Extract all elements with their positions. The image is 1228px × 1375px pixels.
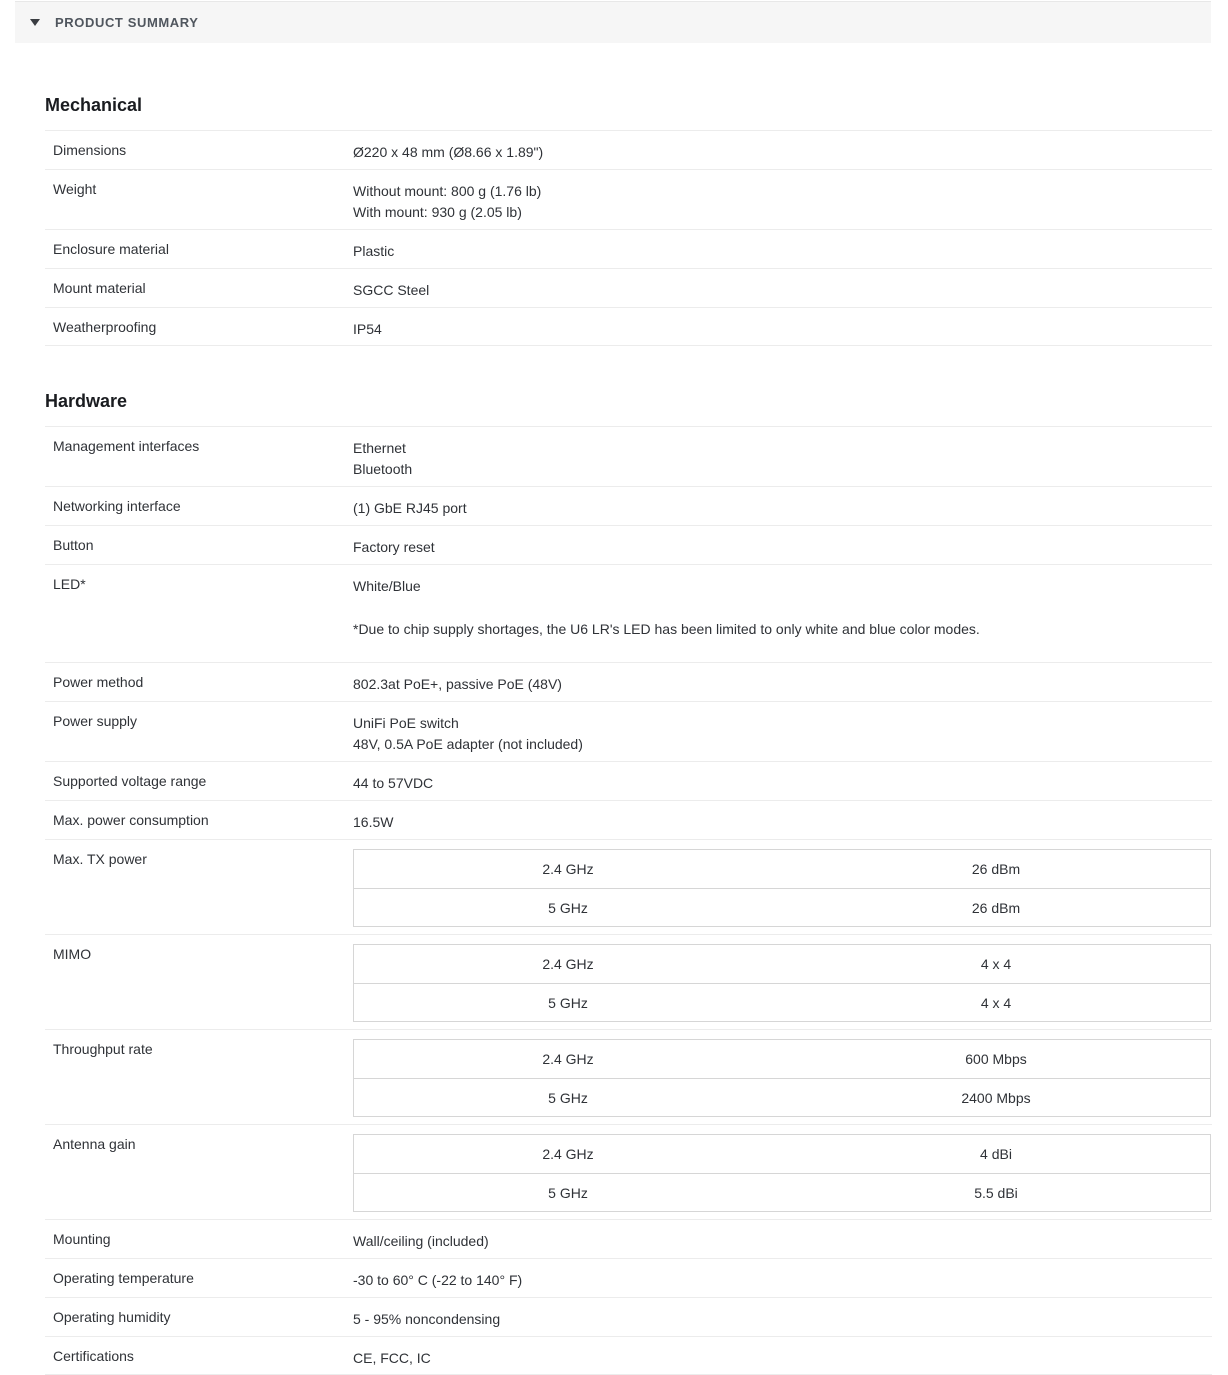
spec-key: Max. TX power — [53, 851, 147, 867]
band-cell: 2.4 GHz — [542, 1146, 594, 1162]
spec-value: Without mount: 800 g (1.76 lb) — [353, 183, 542, 199]
hardware-table — [45, 426, 1212, 1375]
spec-key: LED* — [53, 576, 86, 592]
band-cell: 5 GHz — [548, 994, 588, 1011]
table-row — [354, 983, 1210, 1021]
spec-key: Mounting — [53, 1231, 111, 1247]
spec-value: 802.3at PoE+, passive PoE (48V) — [353, 676, 562, 692]
spec-key: Certifications — [53, 1348, 134, 1364]
spec-key: Operating temperature — [53, 1270, 194, 1286]
value-cell: 2400 Mbps — [961, 1089, 1031, 1106]
spec-value: With mount: 930 g (2.05 lb) — [353, 204, 522, 220]
spec-row-antenna-gain — [45, 1124, 1212, 1219]
spec-key: Enclosure material — [53, 241, 169, 257]
spec-value: Ø220 x 48 mm (Ø8.66 x 1.89") — [353, 144, 544, 160]
table-row — [354, 1040, 1210, 1078]
spec-value: Plastic — [353, 243, 395, 259]
spec-value: 16.5W — [353, 814, 394, 830]
spec-key: Dimensions — [53, 142, 127, 158]
spec-value: 5 - 95% noncondensing — [353, 1311, 501, 1327]
antenna-gain-table — [353, 1134, 1211, 1212]
spec-row-mounting — [45, 1219, 1212, 1258]
mimo-table — [353, 944, 1211, 1022]
spec-key: Weatherproofing — [53, 319, 157, 335]
spec-value: IP54 — [353, 321, 382, 337]
spec-value: Wall/ceiling (included) — [353, 1233, 489, 1249]
spec-key: Antenna gain — [53, 1136, 136, 1152]
spec-key: MIMO — [53, 946, 92, 962]
spec-row-weatherproofing — [45, 307, 1212, 346]
product-summary-toggle[interactable] — [15, 1, 1211, 43]
band-cell: 5 GHz — [548, 899, 588, 916]
spec-key: Weight — [53, 181, 97, 197]
value-cell: 4 x 4 — [980, 994, 1012, 1011]
spec-value: Factory reset — [353, 539, 435, 555]
band-cell: 2.4 GHz — [542, 956, 594, 972]
spec-value: (1) GbE RJ45 port — [353, 500, 467, 516]
spec-row-consumption — [45, 800, 1212, 839]
band-cell: 2.4 GHz — [542, 1051, 594, 1067]
spec-key: Max. power consumption — [53, 812, 209, 828]
spec-value: 48V, 0.5A PoE adapter (not included) — [353, 736, 583, 752]
spec-row-temperature — [45, 1258, 1212, 1297]
spec-key: Mount material — [53, 280, 146, 296]
spec-key: Power method — [53, 674, 144, 690]
product-summary-label: PRODUCT SUMMARY — [55, 15, 199, 30]
spec-key: Operating humidity — [53, 1309, 171, 1325]
spec-value: Ethernet — [353, 440, 406, 456]
band-cell: 5 GHz — [548, 1089, 588, 1106]
value-cell: 26 dBm — [971, 861, 1021, 877]
band-cell: 2.4 GHz — [542, 861, 594, 877]
table-row — [354, 1078, 1210, 1116]
spec-row-voltage — [45, 761, 1212, 800]
spec-value: -30 to 60° C (-22 to 140° F) — [353, 1272, 523, 1288]
section-title-hardware: Hardware — [45, 391, 128, 411]
table-row — [354, 1135, 1210, 1173]
spec-row-management — [45, 426, 1212, 486]
spec-value: White/Blue — [353, 578, 421, 594]
spec-row-mount-material — [45, 268, 1212, 307]
table-row — [354, 1173, 1210, 1211]
caret-down-icon — [30, 19, 40, 26]
spec-row-certifications — [45, 1336, 1212, 1375]
value-cell: 26 dBm — [971, 899, 1021, 916]
table-row — [354, 888, 1210, 926]
spec-row-dimensions — [45, 130, 1212, 169]
spec-row-enclosure — [45, 229, 1212, 268]
spec-key: Throughput rate — [53, 1041, 153, 1057]
value-cell: 4 dBi — [980, 1146, 1012, 1162]
spec-key: Management interfaces — [53, 438, 200, 454]
spec-value: SGCC Steel — [353, 282, 430, 298]
spec-value: UniFi PoE switch — [353, 715, 459, 731]
spec-row-networking — [45, 486, 1212, 525]
spec-row-button — [45, 525, 1212, 564]
spec-row-weight — [45, 169, 1212, 229]
table-row — [354, 945, 1210, 983]
spec-row-throughput — [45, 1029, 1212, 1124]
spec-value: CE, FCC, IC — [353, 1350, 431, 1366]
spec-row-power-method — [45, 662, 1212, 701]
value-cell: 4 x 4 — [980, 956, 1012, 972]
value-cell: 600 Mbps — [965, 1051, 1027, 1067]
table-row — [354, 850, 1210, 888]
band-cell: 5 GHz — [548, 1184, 588, 1201]
spec-row-power-supply — [45, 701, 1212, 761]
spec-key: Button — [53, 537, 94, 553]
spec-key: Supported voltage range — [53, 773, 207, 789]
spec-row-humidity — [45, 1297, 1212, 1336]
throughput-table — [353, 1039, 1211, 1117]
mechanical-table — [45, 130, 1212, 346]
tx-power-table — [353, 849, 1211, 927]
spec-value: Bluetooth — [353, 461, 413, 477]
spec-row-mimo — [45, 934, 1212, 1029]
section-title-mechanical: Mechanical — [45, 95, 143, 115]
led-footnote: *Due to chip supply shortages, the U6 LR's LED has been limited to only white and blue color modes. — [353, 621, 980, 637]
spec-value: 44 to 57VDC — [353, 775, 434, 791]
spec-row-led — [45, 564, 1212, 662]
spec-row-tx-power — [45, 839, 1212, 934]
value-cell: 5.5 dBi — [974, 1184, 1018, 1201]
spec-key: Power supply — [53, 713, 138, 729]
spec-key: Networking interface — [53, 498, 181, 514]
